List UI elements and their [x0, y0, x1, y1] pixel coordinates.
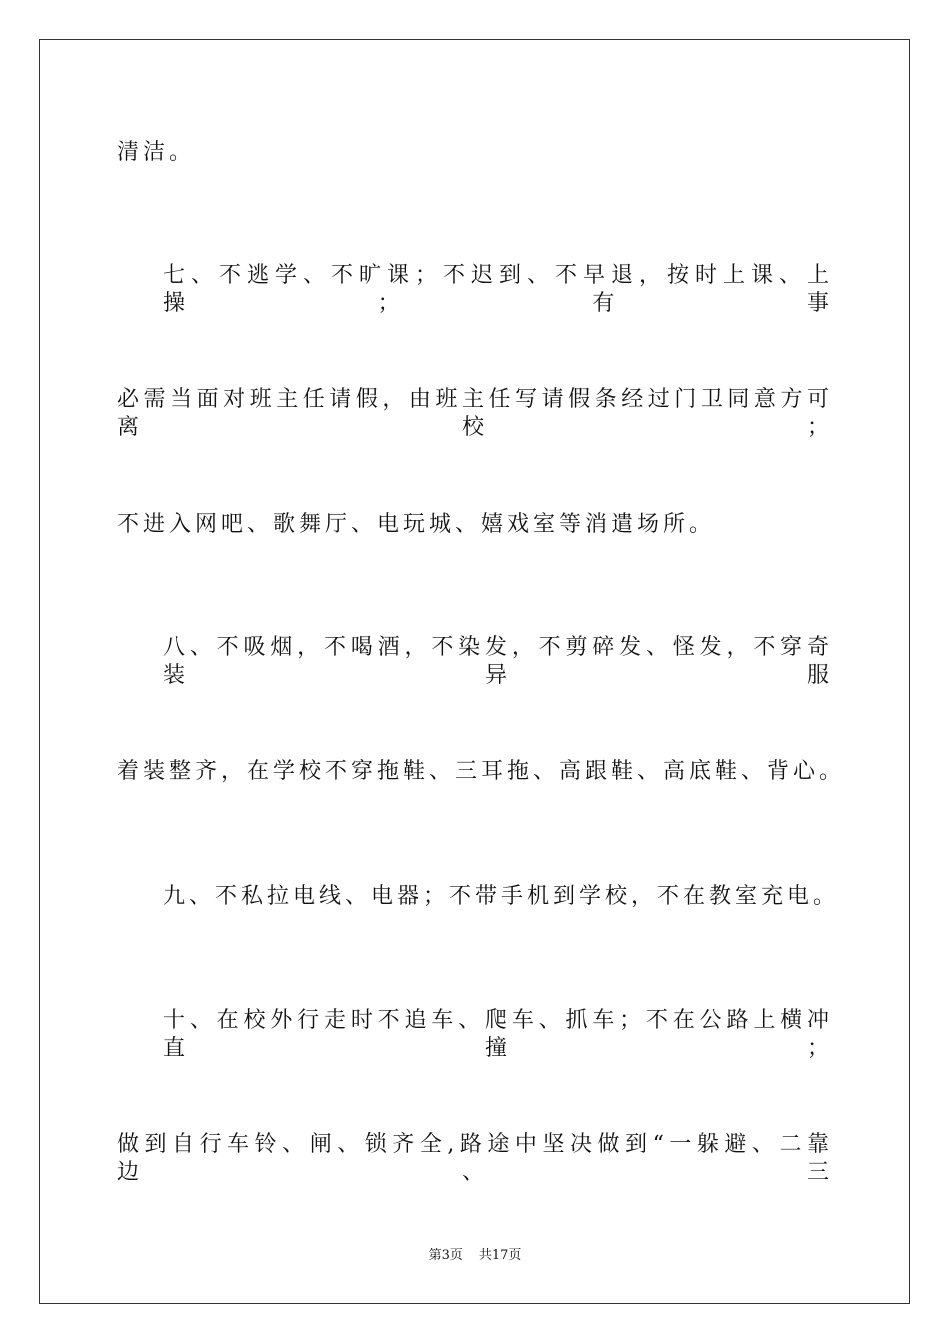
text-line-7: 九、不私拉电线、电器；不带手机到学校，不在教室充电。: [163, 884, 840, 909]
page-total: 共17页: [478, 1248, 522, 1263]
page-footer: [0, 1248, 950, 1264]
text-line-3: 必需当面对班主任请假，由班主任写请假条经过门卫同意方可离校；: [117, 387, 833, 440]
text-line-4: 不进入网吧、歌舞厅、电玩城、嬉戏室等消遣场所。: [117, 512, 716, 537]
text-line-1: 清洁。: [117, 140, 196, 165]
text-line-8: 十、在校外行走时不追车、爬车、抓车；不在公路上横冲直撞；: [163, 1008, 833, 1061]
text-line-2: 七、不逃学、不旷课；不迟到、不早退，按时上课、上操；有事: [163, 263, 833, 316]
text-line-6: 着装整齐，在学校不穿拖鞋、三耳拖、高跟鞋、高底鞋、背心。: [117, 759, 846, 784]
text-line-5: 八、不吸烟，不喝酒，不染发，不剪碎发、怪发，不穿奇装异服: [163, 635, 833, 688]
page-number: 第3页: [428, 1248, 463, 1263]
text-line-9: 做到自行车铃、闸、锁齐全,路途中坚决做到“一躲避、二靠边、三: [117, 1132, 833, 1185]
